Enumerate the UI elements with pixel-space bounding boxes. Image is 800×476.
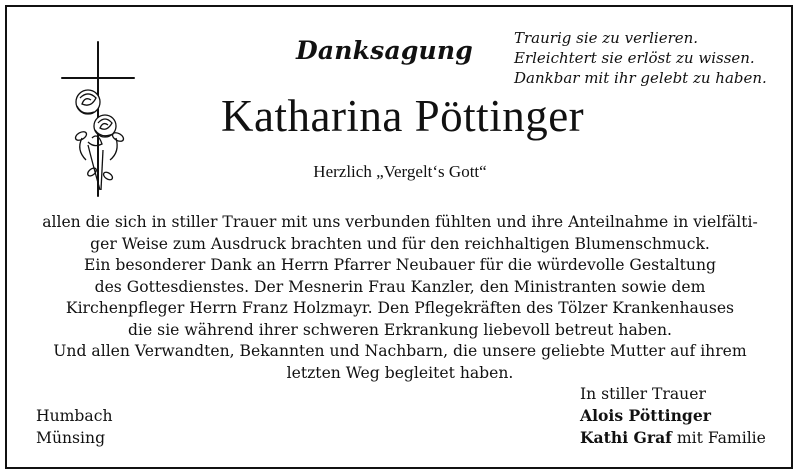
body-line: Kirchenpfleger Herrn Franz Holzmayr. Den Pflegekräften des Tölzer Krankenhauses [65,299,735,317]
signoff-intro: In stiller Trauer [580,385,706,403]
body-line: des Gottesdienstes. Der Mesnerin Frau Kanzler, den Ministranten sowie dem [94,277,706,296]
poem-line: Traurig sie zu verlieren. [514,29,699,47]
signer-name: Alois Pöttinger [580,406,711,425]
body-line: allen die sich in stiller Trauer mit uns verbunden fühlten und ihre Anteilnahme in vielfälti- [42,213,758,231]
signoff [580,383,766,449]
poem [514,28,767,88]
page-title: Danksagung [296,36,473,65]
signer-name: Kathi Graf [580,428,672,447]
body-line: ger Weise zum Ausdruck brachten und für den reichhaltigen Blumenschmuck. [90,234,710,253]
body-line: die sie während ihrer schweren Erkrankung liebevoll betreut haben. [128,320,672,339]
place-name: Münsing [36,429,106,447]
body-line: letzten Weg begleitet haben. [286,363,514,382]
signer-line [580,427,766,449]
signer-suffix: mit Familie [671,429,766,447]
body-text [26,212,774,384]
places [36,405,112,449]
deceased-name: Katharina Pöttinger [221,91,585,141]
place-name: Humbach [36,407,113,425]
poem-line: Erleichtert sie erlöst zu wissen. [514,49,755,67]
body-line: Ein besonderer Dank an Herrn Pfarrer Neubauer für die würdevolle Gestaltung [84,256,716,274]
thanks-line: Herzlich „Vergelt‘s Gott“ [313,162,487,181]
poem-line: Dankbar mit ihr gelebt zu haben. [514,69,767,87]
body-line: Und allen Verwandten, Bekannten und Nachbarn, die unsere geliebte Mutter auf ihrem [53,342,747,360]
